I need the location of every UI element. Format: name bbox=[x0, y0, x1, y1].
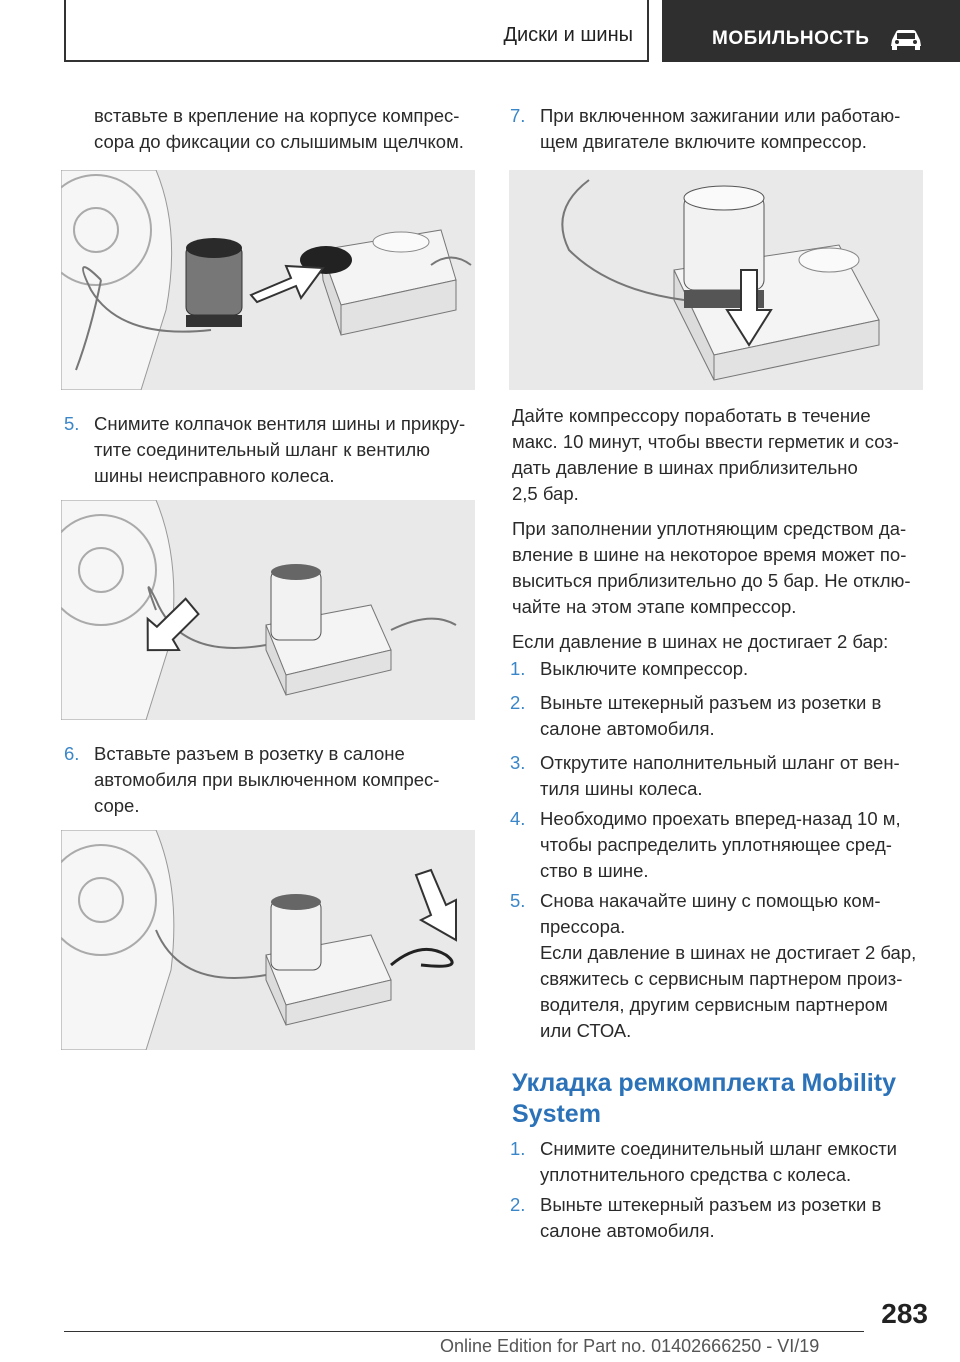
figure-valve-connect bbox=[61, 500, 475, 720]
step-number: 3. bbox=[510, 752, 526, 773]
step-text: Вставьте разъем в розетку в салоне автомобиля при выключенном компрес- соре. bbox=[94, 743, 440, 816]
step-number: 5. bbox=[510, 890, 526, 911]
step-text: Выключите компрессор. bbox=[540, 658, 749, 679]
intro-text: вставьте в крепление на корпусе компрес- сора до фиксации со слышимым щелчком. bbox=[94, 105, 464, 152]
step-number: 2. bbox=[510, 692, 526, 713]
list-item bbox=[510, 888, 940, 944]
car-icon bbox=[888, 28, 924, 50]
header-box bbox=[64, 0, 649, 62]
step-number: 1. bbox=[510, 658, 526, 679]
step-text: Снова накачайте шину с помощью ком- прессора. bbox=[540, 890, 881, 937]
paragraph: При заполнении уплотняющим средством да- вление в шине на некоторое время может по- выситься приблизительно до 5 бар. Не отклю- чайте на этом этапе компрессор. bbox=[512, 518, 911, 617]
step-text: Снимите колпачок вентиля шины и прикру- тите соединительный шланг к вентилю шины неисправного колеса. bbox=[94, 413, 466, 486]
paragraph: Если давление в шинах не достигает 2 бар: bbox=[512, 631, 889, 652]
step-text: Выньте штекерный разъем из розетки в салоне автомобиля. bbox=[540, 692, 882, 739]
list-item bbox=[510, 1192, 940, 1248]
list-item bbox=[64, 411, 494, 491]
chapter-title: МОБИЛЬНОСТЬ bbox=[712, 28, 870, 49]
list-item bbox=[510, 690, 940, 746]
step-number: 4. bbox=[510, 808, 526, 829]
step-text: Выньте штекерный разъем из розетки в салоне автомобиля. bbox=[540, 1194, 882, 1241]
edition-text: Online Edition for Part no. 01402666250 - VI/19 bbox=[440, 1336, 820, 1356]
step-text: Снимите соединительный шланг емкости уплотнительного средства с колеса. bbox=[540, 1138, 898, 1185]
sub-paragraph: Если давление в шинах не достигает 2 бар, свяжитесь с сервисным партнером произ- водителя, другим сервисным партнером или СТОА. bbox=[540, 942, 917, 1041]
list-item bbox=[510, 1136, 940, 1192]
chapter-tab bbox=[662, 0, 960, 62]
list-item bbox=[510, 103, 940, 159]
step-number: 6. bbox=[64, 743, 80, 764]
list-item bbox=[510, 656, 940, 684]
step-text: При включенном зажигании или работаю- щем двигателе включите компрессор. bbox=[540, 105, 901, 152]
step-number: 5. bbox=[64, 413, 80, 434]
figure-compressor-switch bbox=[509, 170, 923, 390]
section-heading: Укладка ремкомплекта Mobility System bbox=[512, 1069, 896, 1128]
list-item bbox=[64, 741, 494, 821]
section-title: Диски и шины bbox=[503, 24, 633, 46]
list-item bbox=[510, 750, 940, 806]
footer-divider bbox=[64, 1331, 864, 1332]
step-number: 7. bbox=[510, 105, 526, 126]
step-number: 1. bbox=[510, 1138, 526, 1159]
step-text: Необходимо проехать вперед-назад 10 м, чтобы распределить уплотняющее сред- ство в шине. bbox=[540, 808, 901, 881]
list-item bbox=[510, 806, 940, 886]
step-text: Открутите наполнительный шланг от вен- тиля шины колеса. bbox=[540, 752, 900, 799]
step-number: 2. bbox=[510, 1194, 526, 1215]
figure-compressor-mount bbox=[61, 170, 475, 390]
page-number: 283 bbox=[881, 1298, 928, 1329]
paragraph: Дайте компрессору поработать в течение макс. 10 минут, чтобы ввести герметик и соз- дать давление в шинах приблизительно 2,5 бар. bbox=[512, 405, 899, 504]
figure-plug-socket bbox=[61, 830, 475, 1050]
